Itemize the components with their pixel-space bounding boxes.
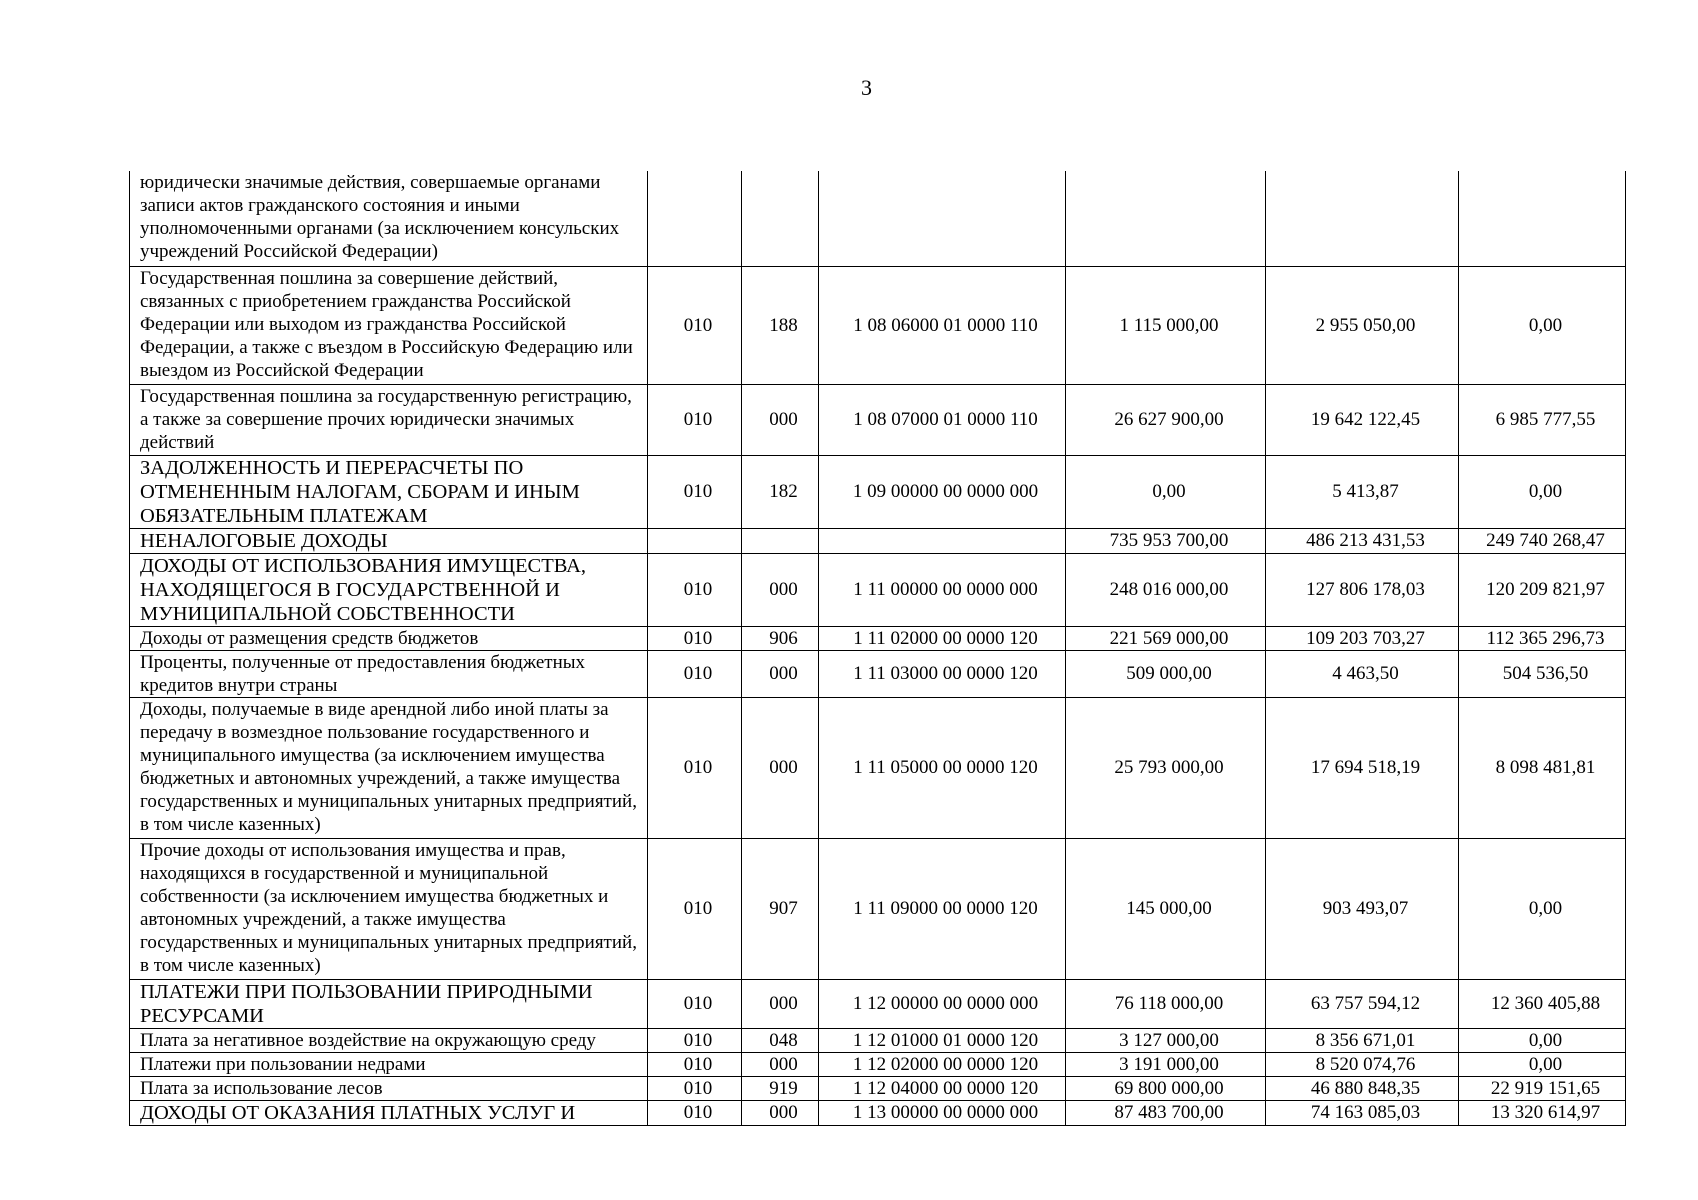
remaining-amount-cell: 504 536,50	[1459, 650, 1626, 697]
admin-code-cell: 010	[648, 697, 742, 838]
row-name-cell: ДОХОДЫ ОТ ОКАЗАНИЯ ПЛАТНЫХ УСЛУГ И	[130, 1100, 648, 1125]
remaining-amount-cell: 112 365 296,73	[1459, 626, 1626, 650]
executed-amount-cell: 486 213 431,53	[1266, 528, 1459, 553]
row-name-cell: Прочие доходы от использования имущества и прав, находящихся в государственной и муниципальной собственности (за исключением имущества бюджетных и автономных учреждений, а также имущества государственных и муниципальных унитарных предприятий, в том числе казенных)	[130, 838, 648, 979]
row-name-cell: Государственная пошлина за совершение действий, связанных с приобретением гражданства Российской Федерации или выходом из гражданства Российской Федерации, а также с въездом в Российскую Федерацию или выездом из Российской Федерации	[130, 266, 648, 384]
planned-amount-cell: 26 627 900,00	[1066, 384, 1266, 455]
admin-id-cell: 048	[742, 1028, 819, 1052]
remaining-amount-cell: 0,00	[1459, 455, 1626, 528]
table-row	[130, 650, 1626, 697]
budget-class-code-cell: 1 11 00000 00 0000 000	[819, 553, 1066, 626]
admin-id-cell: 919	[742, 1076, 819, 1100]
table-row	[130, 1028, 1626, 1052]
table-row	[130, 171, 1626, 266]
planned-amount-cell: 1 115 000,00	[1066, 266, 1266, 384]
budget-class-code-cell	[819, 528, 1066, 553]
budget-class-code-cell: 1 08 07000 01 0000 110	[819, 384, 1066, 455]
remaining-amount-cell: 0,00	[1459, 266, 1626, 384]
remaining-amount-cell: 249 740 268,47	[1459, 528, 1626, 553]
table-row	[130, 266, 1626, 384]
remaining-amount-cell: 6 985 777,55	[1459, 384, 1626, 455]
executed-amount-cell: 17 694 518,19	[1266, 697, 1459, 838]
planned-amount-cell: 69 800 000,00	[1066, 1076, 1266, 1100]
row-name-cell: юридически значимые действия, совершаемые органами записи актов гражданского состояния и иными уполномоченными органами (за исключением консульских учреждений Российской Федерации)	[130, 171, 648, 266]
admin-id-cell: 000	[742, 1052, 819, 1076]
admin-code-cell: 010	[648, 266, 742, 384]
admin-code-cell: 010	[648, 384, 742, 455]
row-name-cell: ПЛАТЕЖИ ПРИ ПОЛЬЗОВАНИИ ПРИРОДНЫМИ РЕСУРСАМИ	[130, 979, 648, 1028]
admin-id-cell	[742, 528, 819, 553]
table-row	[130, 1100, 1626, 1125]
executed-amount-cell: 63 757 594,12	[1266, 979, 1459, 1028]
table-row	[130, 553, 1626, 626]
planned-amount-cell: 248 016 000,00	[1066, 553, 1266, 626]
row-name-cell: Плата за негативное воздействие на окружающую среду	[130, 1028, 648, 1052]
planned-amount-cell: 0,00	[1066, 455, 1266, 528]
budget-class-code-cell: 1 13 00000 00 0000 000	[819, 1100, 1066, 1125]
budget-class-code-cell: 1 12 04000 00 0000 120	[819, 1076, 1066, 1100]
page-number: 3	[861, 75, 872, 100]
table-row	[130, 979, 1626, 1028]
planned-amount-cell: 25 793 000,00	[1066, 697, 1266, 838]
planned-amount-cell: 221 569 000,00	[1066, 626, 1266, 650]
table-body	[130, 171, 1626, 1125]
row-name-cell: Проценты, полученные от предоставления бюджетных кредитов внутри страны	[130, 650, 648, 697]
admin-id-cell: 906	[742, 626, 819, 650]
budget-revenue-table	[129, 171, 1626, 1126]
row-name-cell: Доходы, получаемые в виде арендной либо иной платы за передачу в возмездное пользование государственного и муниципального имущества (за исключением имущества бюджетных и автономных учреждений, а также имущества государственных и муниципальных унитарных предприятий, в том числе казенных)	[130, 697, 648, 838]
executed-amount-cell: 5 413,87	[1266, 455, 1459, 528]
admin-id-cell	[742, 171, 819, 266]
planned-amount-cell: 87 483 700,00	[1066, 1100, 1266, 1125]
executed-amount-cell: 2 955 050,00	[1266, 266, 1459, 384]
admin-id-cell: 188	[742, 266, 819, 384]
table-row	[130, 1076, 1626, 1100]
budget-class-code-cell: 1 12 02000 00 0000 120	[819, 1052, 1066, 1076]
remaining-amount-cell: 0,00	[1459, 1028, 1626, 1052]
admin-code-cell	[648, 528, 742, 553]
admin-id-cell: 000	[742, 1100, 819, 1125]
admin-code-cell	[648, 171, 742, 266]
admin-id-cell: 000	[742, 553, 819, 626]
remaining-amount-cell: 0,00	[1459, 1052, 1626, 1076]
row-name-cell: Доходы от размещения средств бюджетов	[130, 626, 648, 650]
row-name-cell: Плата за использование лесов	[130, 1076, 648, 1100]
admin-code-cell: 010	[648, 1052, 742, 1076]
budget-class-code-cell: 1 12 01000 01 0000 120	[819, 1028, 1066, 1052]
budget-class-code-cell: 1 08 06000 01 0000 110	[819, 266, 1066, 384]
table-row	[130, 838, 1626, 979]
executed-amount-cell: 8 356 671,01	[1266, 1028, 1459, 1052]
admin-code-cell: 010	[648, 1076, 742, 1100]
admin-code-cell: 010	[648, 626, 742, 650]
admin-code-cell: 010	[648, 1100, 742, 1125]
admin-id-cell: 000	[742, 979, 819, 1028]
admin-code-cell: 010	[648, 650, 742, 697]
planned-amount-cell	[1066, 171, 1266, 266]
admin-id-cell: 000	[742, 697, 819, 838]
remaining-amount-cell	[1459, 171, 1626, 266]
planned-amount-cell: 76 118 000,00	[1066, 979, 1266, 1028]
executed-amount-cell: 19 642 122,45	[1266, 384, 1459, 455]
budget-class-code-cell: 1 11 09000 00 0000 120	[819, 838, 1066, 979]
admin-code-cell: 010	[648, 1028, 742, 1052]
planned-amount-cell: 145 000,00	[1066, 838, 1266, 979]
table-row	[130, 528, 1626, 553]
admin-code-cell: 010	[648, 838, 742, 979]
executed-amount-cell: 109 203 703,27	[1266, 626, 1459, 650]
admin-id-cell: 000	[742, 650, 819, 697]
admin-code-cell: 010	[648, 553, 742, 626]
budget-class-code-cell: 1 11 03000 00 0000 120	[819, 650, 1066, 697]
executed-amount-cell: 46 880 848,35	[1266, 1076, 1459, 1100]
table-row	[130, 1052, 1626, 1076]
admin-id-cell: 907	[742, 838, 819, 979]
remaining-amount-cell: 0,00	[1459, 838, 1626, 979]
admin-id-cell: 182	[742, 455, 819, 528]
budget-class-code-cell: 1 11 02000 00 0000 120	[819, 626, 1066, 650]
budget-class-code-cell: 1 09 00000 00 0000 000	[819, 455, 1066, 528]
executed-amount-cell: 127 806 178,03	[1266, 553, 1459, 626]
table-row	[130, 697, 1626, 838]
table-row	[130, 455, 1626, 528]
planned-amount-cell: 3 127 000,00	[1066, 1028, 1266, 1052]
planned-amount-cell: 735 953 700,00	[1066, 528, 1266, 553]
budget-class-code-cell: 1 12 00000 00 0000 000	[819, 979, 1066, 1028]
executed-amount-cell	[1266, 171, 1459, 266]
row-name-cell: Государственная пошлина за государственную регистрацию, а также за совершение прочих юридически значимых действий	[130, 384, 648, 455]
row-name-cell: ДОХОДЫ ОТ ИСПОЛЬЗОВАНИЯ ИМУЩЕСТВА, НАХОДЯЩЕГОСЯ В ГОСУДАРСТВЕННОЙ И МУНИЦИПАЛЬНОЙ СОБСТВЕННОСТИ	[130, 553, 648, 626]
row-name-cell: ЗАДОЛЖЕННОСТЬ И ПЕРЕРАСЧЕТЫ ПО ОТМЕНЕННЫМ НАЛОГАМ, СБОРАМ И ИНЫМ ОБЯЗАТЕЛЬНЫМ ПЛАТЕЖАМ	[130, 455, 648, 528]
remaining-amount-cell: 12 360 405,88	[1459, 979, 1626, 1028]
remaining-amount-cell: 120 209 821,97	[1459, 553, 1626, 626]
admin-code-cell: 010	[648, 455, 742, 528]
executed-amount-cell: 74 163 085,03	[1266, 1100, 1459, 1125]
executed-amount-cell: 903 493,07	[1266, 838, 1459, 979]
table-row	[130, 384, 1626, 455]
executed-amount-cell: 8 520 074,76	[1266, 1052, 1459, 1076]
executed-amount-cell: 4 463,50	[1266, 650, 1459, 697]
row-name-cell: Платежи при пользовании недрами	[130, 1052, 648, 1076]
table-row	[130, 626, 1626, 650]
budget-class-code-cell: 1 11 05000 00 0000 120	[819, 697, 1066, 838]
remaining-amount-cell: 8 098 481,81	[1459, 697, 1626, 838]
planned-amount-cell: 3 191 000,00	[1066, 1052, 1266, 1076]
budget-class-code-cell	[819, 171, 1066, 266]
remaining-amount-cell: 22 919 151,65	[1459, 1076, 1626, 1100]
admin-id-cell: 000	[742, 384, 819, 455]
remaining-amount-cell: 13 320 614,97	[1459, 1100, 1626, 1125]
planned-amount-cell: 509 000,00	[1066, 650, 1266, 697]
admin-code-cell: 010	[648, 979, 742, 1028]
row-name-cell: НЕНАЛОГОВЫЕ ДОХОДЫ	[130, 528, 648, 553]
